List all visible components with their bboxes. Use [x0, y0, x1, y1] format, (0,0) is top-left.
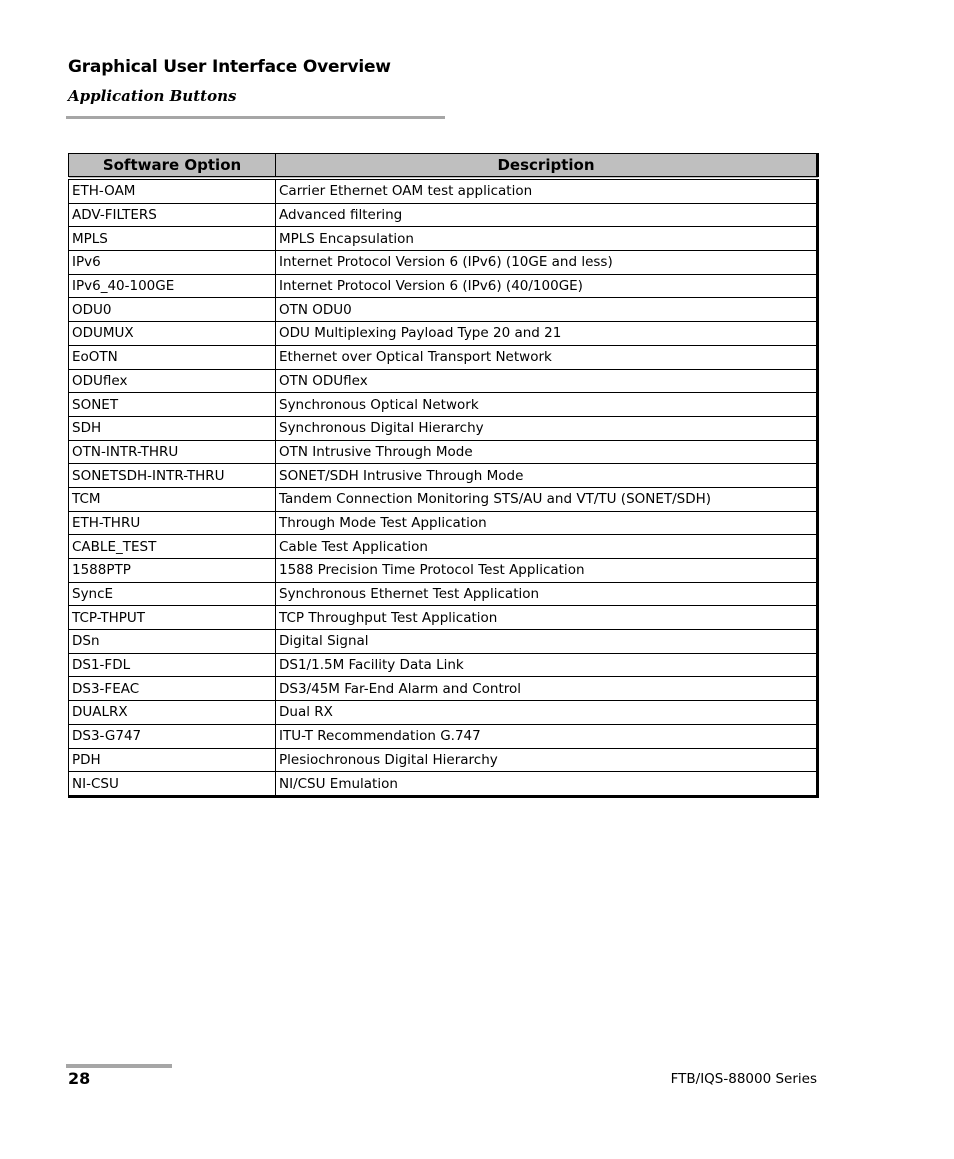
- software-option-cell: SDH: [69, 416, 276, 440]
- description-cell: ITU-T Recommendation G.747: [276, 724, 818, 748]
- footer-divider: [66, 1064, 172, 1068]
- description-cell: Synchronous Optical Network: [276, 393, 818, 417]
- description-cell: SONET/SDH Intrusive Through Mode: [276, 464, 818, 488]
- table-row: [69, 322, 818, 346]
- description-cell: Ethernet over Optical Transport Network: [276, 345, 818, 369]
- software-option-cell: SyncE: [69, 582, 276, 606]
- table-row: [69, 535, 818, 559]
- description-cell: OTN ODUflex: [276, 369, 818, 393]
- header-divider: [66, 116, 445, 119]
- description-cell: Plesiochronous Digital Hierarchy: [276, 748, 818, 772]
- software-option-cell: CABLE_TEST: [69, 535, 276, 559]
- column-header-software-option: Software Option: [69, 154, 276, 179]
- table-row: [69, 464, 818, 488]
- description-cell: Cable Test Application: [276, 535, 818, 559]
- table-row: [69, 582, 818, 606]
- description-cell: ODU Multiplexing Payload Type 20 and 21: [276, 322, 818, 346]
- table-row: [69, 677, 818, 701]
- table-body: [69, 178, 818, 796]
- page-number: 28: [68, 1069, 91, 1088]
- description-cell: Carrier Ethernet OAM test application: [276, 178, 818, 203]
- description-cell: TCP Throughput Test Application: [276, 606, 818, 630]
- software-option-cell: DS1-FDL: [69, 653, 276, 677]
- table-row: [69, 178, 818, 203]
- software-options-table: [68, 153, 819, 798]
- section-subtitle: Application Buttons: [68, 87, 237, 105]
- software-option-cell: DS3-FEAC: [69, 677, 276, 701]
- table-row: [69, 274, 818, 298]
- software-option-cell: ODUMUX: [69, 322, 276, 346]
- software-option-cell: NI-CSU: [69, 772, 276, 797]
- software-option-cell: PDH: [69, 748, 276, 772]
- description-cell: Through Mode Test Application: [276, 511, 818, 535]
- software-option-cell: ETH-OAM: [69, 178, 276, 203]
- table-row: [69, 416, 818, 440]
- software-option-cell: IPv6: [69, 251, 276, 275]
- table-row: [69, 653, 818, 677]
- description-cell: OTN Intrusive Through Mode: [276, 440, 818, 464]
- description-cell: Synchronous Digital Hierarchy: [276, 416, 818, 440]
- table-row: [69, 251, 818, 275]
- description-cell: 1588 Precision Time Protocol Test Application: [276, 559, 818, 583]
- product-series: FTB/IQS-88000 Series: [670, 1071, 817, 1087]
- description-cell: DS1/1.5M Facility Data Link: [276, 653, 818, 677]
- table-row: [69, 559, 818, 583]
- software-option-cell: ADV-FILTERS: [69, 203, 276, 227]
- description-cell: Dual RX: [276, 701, 818, 725]
- table-row: [69, 772, 818, 797]
- table-row: [69, 393, 818, 417]
- software-option-cell: TCM: [69, 487, 276, 511]
- software-option-cell: TCP-THPUT: [69, 606, 276, 630]
- table-row: [69, 369, 818, 393]
- table-row: [69, 606, 818, 630]
- software-option-cell: SONETSDH-INTR-THRU: [69, 464, 276, 488]
- table-header-row: [69, 154, 818, 179]
- software-option-cell: OTN-INTR-THRU: [69, 440, 276, 464]
- software-option-cell: SONET: [69, 393, 276, 417]
- table-row: [69, 701, 818, 725]
- software-options-table-container: [68, 153, 820, 798]
- table-row: [69, 511, 818, 535]
- table-row: [69, 345, 818, 369]
- table-row: [69, 724, 818, 748]
- table-row: [69, 298, 818, 322]
- description-cell: Synchronous Ethernet Test Application: [276, 582, 818, 606]
- software-option-cell: IPv6_40-100GE: [69, 274, 276, 298]
- software-option-cell: MPLS: [69, 227, 276, 251]
- description-cell: NI/CSU Emulation: [276, 772, 818, 797]
- table-row: [69, 487, 818, 511]
- description-cell: DS3/45M Far-End Alarm and Control: [276, 677, 818, 701]
- software-option-cell: ODU0: [69, 298, 276, 322]
- software-option-cell: DSn: [69, 630, 276, 654]
- software-option-cell: ODUflex: [69, 369, 276, 393]
- description-cell: OTN ODU0: [276, 298, 818, 322]
- software-option-cell: ETH-THRU: [69, 511, 276, 535]
- description-cell: MPLS Encapsulation: [276, 227, 818, 251]
- description-cell: Digital Signal: [276, 630, 818, 654]
- software-option-cell: DS3-G747: [69, 724, 276, 748]
- table-row: [69, 440, 818, 464]
- table-row: [69, 748, 818, 772]
- description-cell: Advanced filtering: [276, 203, 818, 227]
- description-cell: Internet Protocol Version 6 (IPv6) (40/100GE): [276, 274, 818, 298]
- table-row: [69, 630, 818, 654]
- description-cell: Tandem Connection Monitoring STS/AU and VT/TU (SONET/SDH): [276, 487, 818, 511]
- table-row: [69, 203, 818, 227]
- table-row: [69, 227, 818, 251]
- section-title: Graphical User Interface Overview: [68, 57, 391, 77]
- column-header-description: Description: [276, 154, 818, 179]
- software-option-cell: EoOTN: [69, 345, 276, 369]
- software-option-cell: 1588PTP: [69, 559, 276, 583]
- description-cell: Internet Protocol Version 6 (IPv6) (10GE and less): [276, 251, 818, 275]
- software-option-cell: DUALRX: [69, 701, 276, 725]
